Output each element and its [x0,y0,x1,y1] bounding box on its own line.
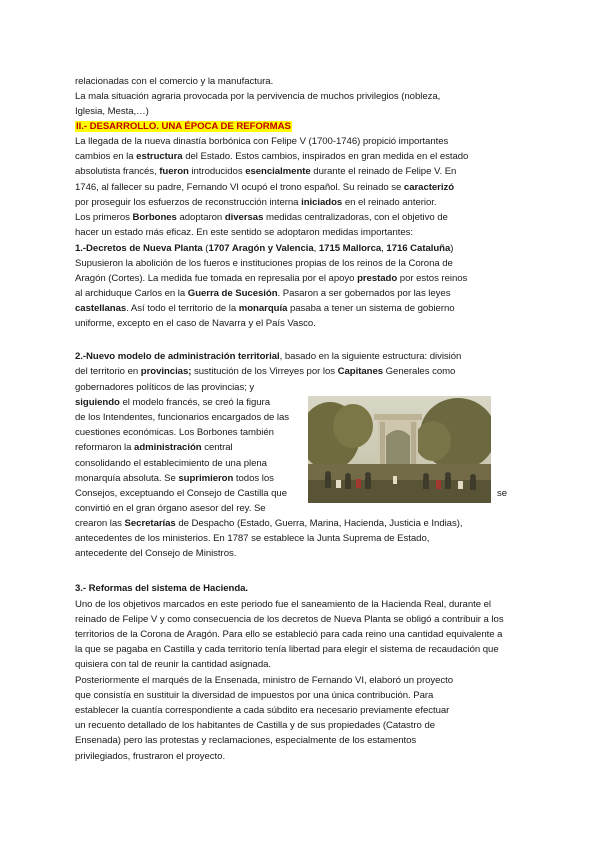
text-segment: Iglesia, Mesta,…) [75,106,149,117]
text-segment: reinado de Felipe V y como consecuencia de los decretos de Nueva Planta se obligó a contribuir a los [75,614,504,625]
text-line [75,412,289,424]
text-line [75,166,456,178]
text-line [75,644,499,656]
text-segment: ( [202,243,209,254]
bold-text: siguiendo [75,397,120,408]
text-segment: Generales como [383,366,456,377]
text-line [75,488,287,500]
text-line [75,182,454,194]
text-line [75,227,413,239]
text-segment: durante el reinado de Felipe V. En [310,166,457,177]
text-line [75,258,453,270]
text-segment: central [201,442,233,453]
text-line [75,458,267,470]
text-segment: cambios en la [75,151,137,162]
text-segment: un recuento detallado de los habitantes de Castilla y de sus propiedades (Catastro de [75,720,436,731]
text-segment: Supusieron la abolición de los fueros e instituciones propias de los reinos de la Corona de [75,258,453,269]
text-segment: monarquía absoluta. Se [75,473,179,484]
text-segment: todos los [233,473,274,484]
bold-text: suprimieron [178,473,234,484]
text-segment: de Despacho (Estado, Guerra, Marina, Hacienda, Justicia e Indias), [175,518,463,529]
text-segment: adoptaron [176,212,225,223]
bold-text: iniciados [301,197,343,208]
text-segment: del territorio en [75,366,141,377]
text-segment: crearon las [75,518,125,529]
text-line [75,720,435,732]
text-line [75,382,254,394]
text-line [75,136,448,148]
painting-illustration [308,396,491,503]
bold-text: 3.- Reformas del sistema de Hacienda. [75,583,249,594]
text-segment: relacionadas con el comercio y la manufactura. [75,76,274,87]
text-segment: cuestiones económicas. Los Borbones también [75,427,274,438]
text-line [75,659,271,671]
text-segment: gobernadores políticos de las provincias; y [75,382,255,393]
text-segment: 1746, al fallecer su padre, Fernando VI ocupó el trono español. Su reinado se [75,182,404,193]
text-segment: antecedente del Consejo de Ministros. [75,548,237,559]
bold-text: Borbones [132,212,177,223]
text-line [75,303,455,315]
text-segment: medidas centralizadoras, con el objetivo de [263,212,448,223]
bold-text: provincias; [140,366,192,377]
text-segment: quisiera con tal de reunir la cantidad asignada. [75,659,272,670]
bold-text: Guerra de Sucesión [187,288,278,299]
text-line [75,197,437,209]
text-segment: al archiduque Carlos en la [75,288,188,299]
text-segment: por estos reinos [397,273,468,284]
section-heading: II.- DESARROLLO. UNA ÉPOCA DE REFORMAS [76,121,291,132]
text-segment: establecer la cuantía correspondiente a cada súbdito era necesario previamente efectuar [75,705,450,716]
text-segment: reformaron la [75,442,135,453]
text-segment: La mala situación agraria provocada por la pervivencia de muchos privilegios (nobleza, [75,91,441,102]
text-segment: por proseguir los esfuerzos de reconstrucción interna [75,197,302,208]
text-line [75,273,467,285]
bold-text: 1715 Mallorca [318,243,382,254]
bold-text: Secretarías [124,518,176,529]
text-segment: se [497,488,508,499]
bold-text: fueron [159,166,189,177]
text-segment: Uno de los objetivos marcados en este periodo fue el saneamiento de la Hacienda Real, durante el [75,599,491,610]
bold-text: prestado [357,273,398,284]
bold-text: esencialmente [245,166,311,177]
text-line [75,76,273,88]
text-line [75,599,491,611]
text-segment: antecedentes de los ministerios. En 1787 se establece la Junta Suprema de Estado, [75,533,430,544]
text-segment: . Así todo el territorio de la [126,303,239,314]
text-line [75,518,462,530]
text-segment: . Pasaron a ser gobernados por las leyes [277,288,451,299]
text-segment: Aragón (Cortes). La medida fue tomada en represalia por el apoyo [75,273,358,284]
bold-text: 1716 Cataluña [386,243,451,254]
text-line [75,473,274,485]
text-line [75,705,449,717]
text-segment: introducidos [188,166,246,177]
text-segment: el modelo francés, se creó la figura [119,397,270,408]
text-segment: La llegada de la nueva dinastía borbónica con Felipe V (1700-1746) propició importantes [75,136,449,147]
bold-text: diversas [224,212,264,223]
painting-street-scene-image [308,396,491,503]
text-segment: consolidando el establecimiento de una plena [75,458,267,469]
bold-text: estructura [136,151,183,162]
text-line [75,629,502,641]
text-segment: la que se pagaba en Castilla y cada territorio tenía libertad para elegir el sistema de recaudación que [75,644,499,655]
bold-text: 1707 Aragón y Valencia [208,243,314,254]
text-line [75,212,448,224]
text-segment: , [313,243,319,254]
text-line [75,735,416,747]
bold-text: 2.-Nuevo modelo de administración territorial [75,351,280,362]
text-segment: Posteriormente el marqués de la Ensenada, ministro de Fernando VI, elaboró un proyecto [75,675,454,686]
text-segment: Ensenada) pero las protestas y reclamaciones, especialmente de los estamentos [75,735,417,746]
text-line [75,288,450,300]
text-segment: convirtió en el gran órgano asesor del rey. Se [75,503,266,514]
bold-text: 1.-Decretos de Nueva Planta [75,243,203,254]
text-line [75,91,440,103]
text-segment: absolutista francés, [75,166,160,177]
text-segment: , basado en la siguiente estructura: división [279,351,462,362]
text-segment: Consejos, exceptuando el Consejo de Castilla que [75,488,287,499]
text-line [75,318,316,330]
text-segment: sustitución de los Virreyes por los [191,366,338,377]
bold-text: castellanas [75,303,127,314]
text-line [75,366,455,378]
text-segment: territorios de la Corona de Aragón. Para ello se estableció para cada reino una cantidad equivalente a [75,629,503,640]
text-segment: del Estado. Estos cambios, inspirados en gran medida en el estado [182,151,469,162]
text-line [75,690,433,702]
text-segment: en el reinado anterior. [342,197,437,208]
text-line [75,614,504,626]
text-line [75,106,149,118]
text-line [75,548,236,560]
text-line [75,397,270,409]
text-segment: privilegiados, frustraron el proyecto. [75,751,226,762]
text-segment: que consistía en sustituir la diversidad de impuestos por una única contribución. Para [75,690,434,701]
text-segment: ) [450,243,454,254]
text-segment: de los Intendentes, funcionarios encargados de las [75,412,290,423]
text-line [75,243,453,255]
text-segment: uniforme, excepto en el caso de Navarra y el País Vasco. [75,318,316,329]
text-segment: pasaba a tener un sistema de gobierno [287,303,455,314]
text-line [497,488,507,500]
text-line [75,675,453,687]
text-line [75,151,468,163]
text-line [75,503,266,515]
text-line [75,351,461,363]
text-line [75,121,292,133]
text-line [75,442,233,454]
bold-text: administración [134,442,202,453]
bold-text: monarquía [238,303,288,314]
bold-text: caracterizó [403,182,455,193]
text-segment: , [381,243,387,254]
text-line [75,533,429,545]
text-segment: hacer un estado más eficaz. En este sentido se adoptaron medidas importantes: [75,227,413,238]
text-segment: Los primeros [75,212,133,223]
text-line [75,427,274,439]
text-line [75,751,225,763]
text-line [75,583,248,595]
bold-text: Capitanes [337,366,384,377]
